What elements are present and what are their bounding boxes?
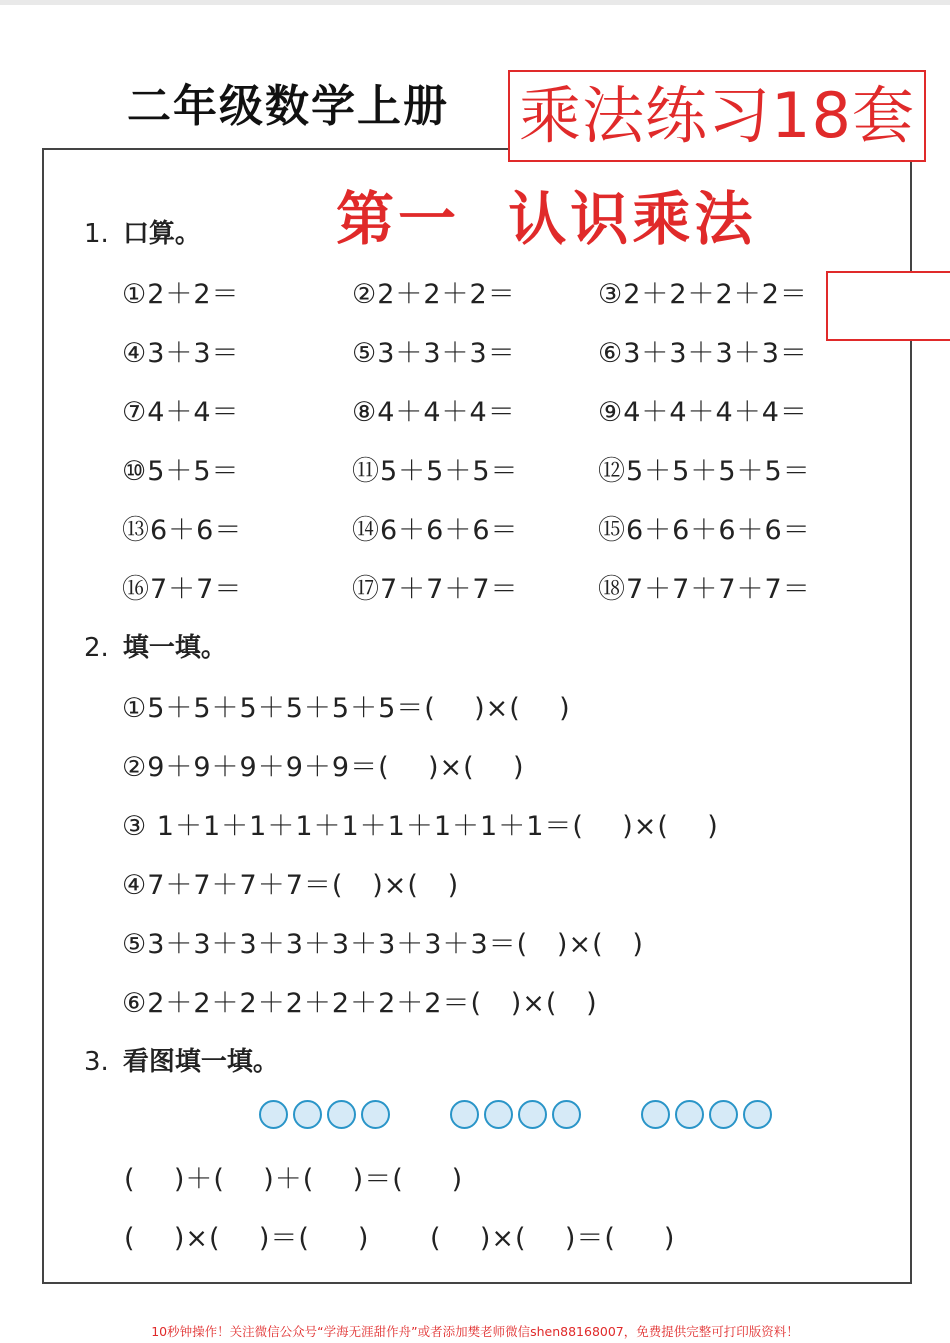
mental-math-item: ⑯7＋7＝	[122, 574, 243, 605]
counting-circle	[450, 1100, 479, 1129]
mental-math-item: ⑤3＋3＋3＝	[352, 338, 516, 369]
section-3-number: 3.	[84, 1047, 109, 1077]
lesson-subtitle: 第一 认识乘法	[336, 185, 757, 253]
fill-in-item: ②9＋9＋9＋9＋9＝( )×( )	[122, 752, 525, 783]
mental-math-item: ⑥3＋3＋3＋3＝	[598, 338, 808, 369]
mental-math-item: ①2＋2＝	[122, 279, 240, 310]
counting-circle	[361, 1100, 390, 1129]
multiplication-answer-line-a: ( )×( )＝( )	[124, 1223, 370, 1254]
page-title: 二年级数学上册	[127, 81, 449, 132]
fill-in-item: ⑥2＋2＋2＋2＋2＋2＋2＝( )×( )	[122, 988, 598, 1019]
counting-circle	[552, 1100, 581, 1129]
mental-math-item: ⑱7＋7＋7＋7＝	[598, 574, 811, 605]
mental-math-item: ⑰7＋7＋7＝	[352, 574, 519, 605]
section-2-label: 填一填。	[122, 633, 227, 663]
counting-circle	[293, 1100, 322, 1129]
mental-math-item: ⑧4＋4＋4＝	[352, 397, 516, 428]
section-3-heading	[84, 1041, 279, 1078]
section-3-label: 看图填一填。	[122, 1047, 279, 1077]
circle-group	[450, 1100, 586, 1130]
fill-in-item: ⑤3＋3＋3＋3＋3＋3＋3＋3＝( )×( )	[122, 929, 644, 960]
mental-math-item: ⑪5＋5＋5＝	[352, 456, 519, 487]
counting-circle	[709, 1100, 738, 1129]
series-banner: 乘法练习18套	[508, 70, 926, 162]
section-1-heading	[84, 213, 201, 250]
counting-circle	[518, 1100, 547, 1129]
addition-answer-line: ( )＋( )＋( )＝( )	[124, 1164, 464, 1195]
fill-in-item: ④7＋7＋7＋7＝( )×( )	[122, 870, 460, 901]
mental-math-item: ②2＋2＋2＝	[352, 279, 516, 310]
mental-math-item: ⑩5＋5＝	[122, 456, 240, 487]
mental-math-item: ④3＋3＝	[122, 338, 240, 369]
section-2-heading	[84, 627, 227, 664]
fill-in-item: ③ 1＋1＋1＋1＋1＋1＋1＋1＋1＝( )×( )	[122, 811, 719, 842]
mental-math-item: ⑫5＋5＋5＋5＝	[598, 456, 811, 487]
mental-math-item: ⑬6＋6＝	[122, 515, 243, 546]
mental-math-item: ⑨4＋4＋4＋4＝	[598, 397, 808, 428]
mental-math-item: ⑭6＋6＋6＝	[352, 515, 519, 546]
counting-circle	[641, 1100, 670, 1129]
counting-circle	[327, 1100, 356, 1129]
counting-circle	[675, 1100, 704, 1129]
top-strip	[0, 0, 950, 5]
red-sticker-box	[826, 271, 950, 341]
counting-circle	[484, 1100, 513, 1129]
counting-circle	[259, 1100, 288, 1129]
mental-math-item: ⑮6＋6＋6＋6＝	[598, 515, 811, 546]
mental-math-item: ⑦4＋4＝	[122, 397, 240, 428]
section-1-label: 口算。	[122, 219, 201, 249]
circle-group	[641, 1100, 777, 1130]
section-1-number: 1.	[84, 219, 109, 249]
counting-circle	[743, 1100, 772, 1129]
multiplication-answer-line-b: ( )×( )＝( )	[430, 1223, 676, 1254]
mental-math-item: ③2＋2＋2＋2＝	[598, 279, 808, 310]
circle-group	[259, 1100, 395, 1130]
section-2-number: 2.	[84, 633, 109, 663]
fill-in-item: ①5＋5＋5＋5＋5＋5＝( )×( )	[122, 693, 571, 724]
promo-footer: 10秒钟操作！关注微信公众号“学海无涯甜作舟”或者添加樊老师微信shen88168007，免费提供完整可打印版资料！	[151, 1324, 799, 1339]
